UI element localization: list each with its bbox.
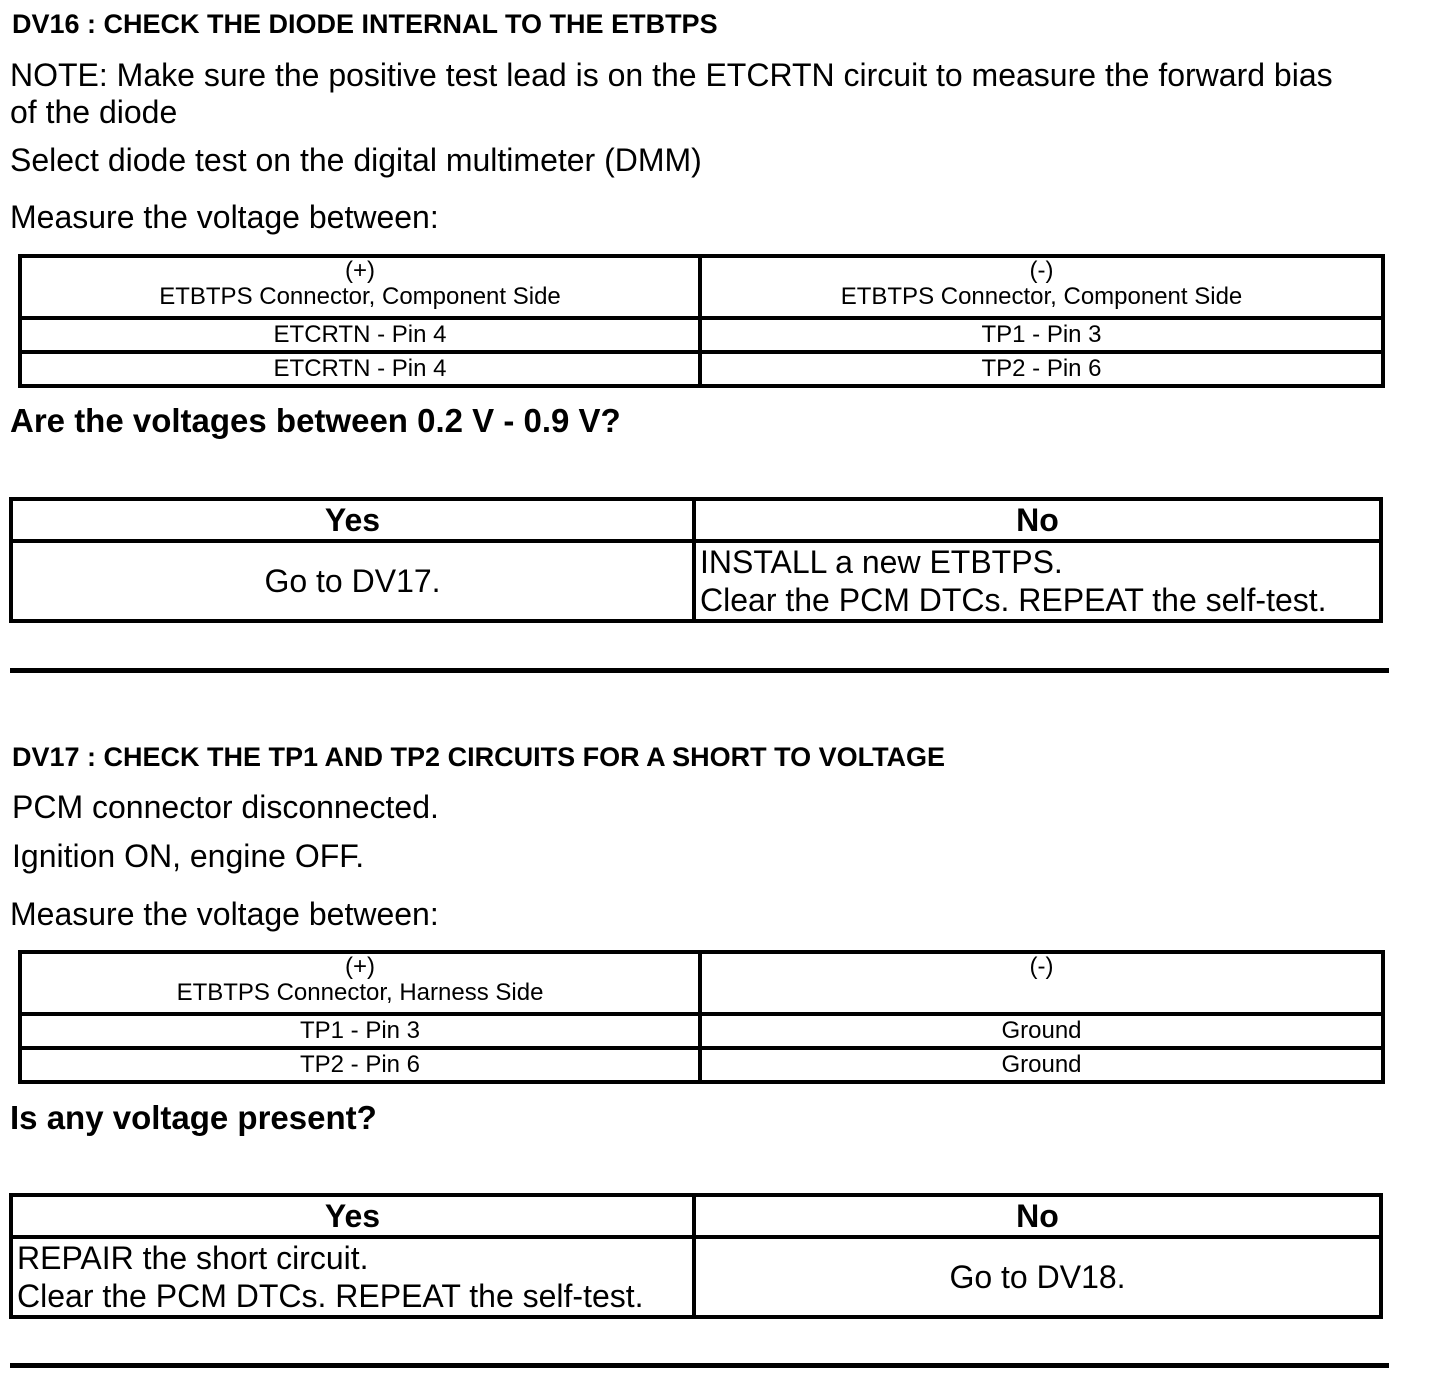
table-row	[20, 1014, 1383, 1048]
positive-lead-header	[20, 256, 700, 318]
dv17-measure-instruction: Measure the voltage between:	[10, 896, 439, 932]
dv17-question: Is any voltage present?	[10, 1099, 377, 1136]
positive-connector-label: ETBTPS Connector, Component Side	[159, 283, 561, 310]
table-header-row	[20, 256, 1383, 318]
yes-header: Yes	[11, 1195, 694, 1237]
dv17-result-table	[9, 1193, 1383, 1319]
yes-action	[11, 1237, 694, 1317]
positive-pin-cell: ETCRTN - Pin 4	[20, 352, 700, 386]
negative-pin-cell: TP2 - Pin 6	[700, 352, 1383, 386]
negative-symbol: (-)	[1029, 953, 1054, 980]
dv17-condition-line1: PCM connector disconnected.	[12, 789, 439, 825]
dv17-condition-line2: Ignition ON, engine OFF.	[12, 838, 365, 874]
yes-header: Yes	[11, 499, 694, 541]
dv16-select-instruction: Select diode test on the digital multimeter (DMM)	[10, 142, 702, 178]
negative-pin-cell: Ground	[700, 1048, 1383, 1082]
no-action	[694, 541, 1381, 621]
section-divider	[10, 1363, 1389, 1368]
dv17-measurement-table	[18, 950, 1385, 1084]
positive-symbol: (+)	[345, 257, 375, 284]
yes-action-line: Clear the PCM DTCs. REPEAT the self-test.	[17, 1278, 644, 1314]
positive-connector-label: ETBTPS Connector, Harness Side	[176, 979, 544, 1006]
dv16-result-table	[9, 497, 1383, 623]
no-action: Go to DV18.	[694, 1237, 1381, 1317]
dv16-note-line2: of the diode	[10, 94, 178, 130]
negative-lead-header	[700, 256, 1383, 318]
no-action-line: INSTALL a new ETBTPS.	[700, 544, 1063, 580]
negative-symbol: (-)	[1029, 257, 1054, 284]
positive-pin-cell: TP1 - Pin 3	[20, 1014, 700, 1048]
negative-pin-cell: TP1 - Pin 3	[700, 318, 1383, 352]
negative-lead-header	[700, 952, 1383, 1014]
negative-pin-cell: Ground	[700, 1014, 1383, 1048]
no-header: No	[694, 1195, 1381, 1237]
positive-symbol: (+)	[345, 953, 375, 980]
dv17-heading: DV17 : CHECK THE TP1 AND TP2 CIRCUITS FOR A SHORT TO VOLTAGE	[12, 742, 946, 772]
dv16-measure-instruction: Measure the voltage between:	[10, 199, 439, 235]
positive-pin-cell: ETCRTN - Pin 4	[20, 318, 700, 352]
table-row	[20, 1048, 1383, 1082]
dv16-question: Are the voltages between 0.2 V - 0.9 V?	[10, 402, 621, 439]
table-header-row	[20, 952, 1383, 1014]
dv16-heading: DV16 : CHECK THE DIODE INTERNAL TO THE ETBTPS	[12, 9, 718, 39]
table-row	[20, 352, 1383, 386]
section-divider	[10, 668, 1389, 673]
positive-lead-header	[20, 952, 700, 1014]
dv16-note-line1: NOTE: Make sure the positive test lead is on the ETCRTN circuit to measure the forward bias	[10, 57, 1333, 93]
table-row	[20, 318, 1383, 352]
positive-pin-cell: TP2 - Pin 6	[20, 1048, 700, 1082]
negative-connector-label: ETBTPS Connector, Component Side	[840, 283, 1243, 310]
dv16-measurement-table	[18, 254, 1385, 388]
yes-action: Go to DV17.	[11, 541, 694, 621]
no-action-line: Clear the PCM DTCs. REPEAT the self-test.	[700, 582, 1327, 618]
no-header: No	[694, 499, 1381, 541]
yes-action-line: REPAIR the short circuit.	[17, 1240, 369, 1276]
